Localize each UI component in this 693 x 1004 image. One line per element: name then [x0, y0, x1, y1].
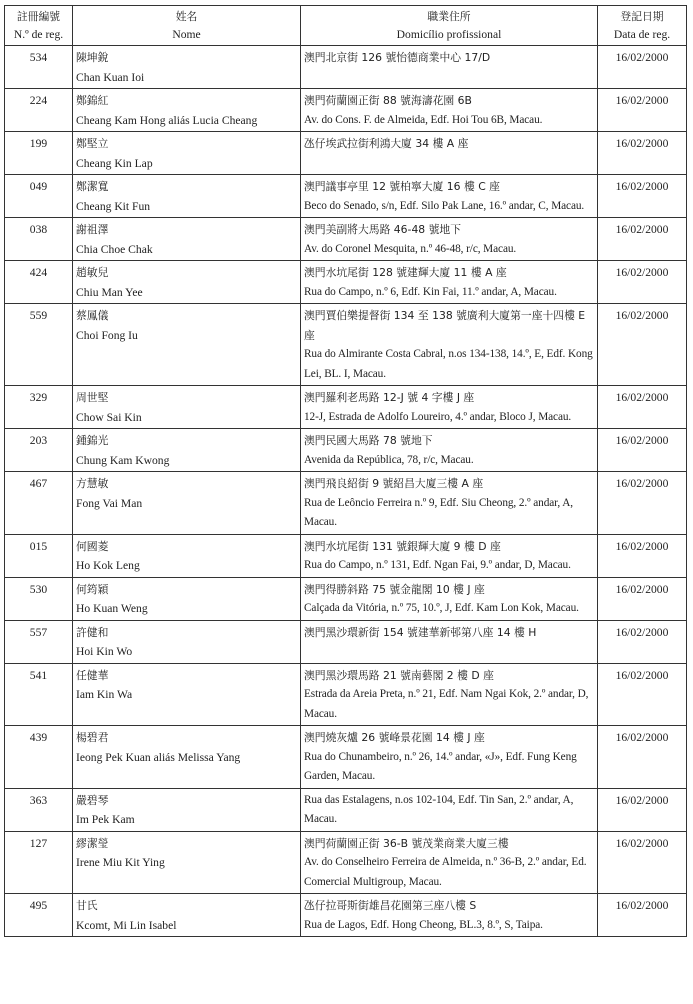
address-cell [301, 218, 598, 261]
name-portuguese: Ieong Pek Kuan aliás Melissa Yang [76, 750, 241, 764]
person-name-cell [73, 304, 301, 386]
address-chinese: 澳門水坑尾街 131 號銀輝大廈 9 樓 D 座 [304, 539, 501, 553]
address-chinese: 澳門得勝斜路 75 號金龍閣 10 樓 J 座 [304, 582, 485, 596]
header-address-pt: Domicílio profissional [396, 28, 502, 41]
address-cell [301, 429, 598, 472]
name-portuguese: Chow Sai Kin [76, 410, 142, 424]
address-cell [301, 831, 598, 894]
table-row [5, 831, 687, 894]
person-name-cell [73, 620, 301, 663]
name-portuguese: Choi Fong Iu [76, 328, 138, 342]
table-row [5, 261, 687, 304]
address-chinese: 澳門燒灰爐 26 號峰景花園 14 樓 J 座 [304, 731, 485, 744]
name-portuguese: Chiu Man Yee [76, 285, 143, 299]
registration-number: 049 [5, 175, 73, 218]
registration-date: 16/02/2000 [598, 663, 687, 726]
table-row [5, 46, 687, 89]
address-portuguese: Rua do Chunambeiro, n.º 26, 14.º andar, «J», Edf. Fung Keng Garden, Macau. [304, 750, 577, 782]
table-row [5, 534, 687, 577]
registration-date: 16/02/2000 [598, 429, 687, 472]
address-cell [301, 620, 598, 663]
address-portuguese: Av. do Conselheiro Ferreira de Almeida, n.º 36-B, 2.º andar, Ed. Comercial Multigroup, Macau. [304, 856, 587, 888]
name-chinese: 方慧敏 [76, 477, 109, 490]
address-cell [301, 386, 598, 429]
address-chinese: 氹仔拉哥斯街雄昌花園第三座八樓 S [304, 899, 477, 912]
address-portuguese: Estrada da Areia Preta, n.º 21, Edf. Nam Ngai Kok, 2.º andar, D, Macau. [304, 688, 589, 720]
address-portuguese: Avenida da República, 78, r/c, Macau. [304, 453, 474, 466]
person-name-cell [73, 429, 301, 472]
address-cell [301, 304, 598, 386]
registration-number: 534 [5, 46, 73, 89]
address-portuguese: Rua das Estalagens, n.os 102-104, Edf. Tin San, 2.º andar, A, Macau. [304, 793, 574, 825]
registration-date: 16/02/2000 [598, 89, 687, 132]
address-portuguese: Av. do Cons. F. de Almeida, Edf. Hoi Tou 6B, Macau. [304, 113, 543, 126]
address-chinese: 澳門黑沙環新街 154 號建華新邨第八座 14 樓 H [304, 625, 537, 639]
address-portuguese: Rua do Campo, n.º 131, Edf. Ngan Fai, 9.º andar, D, Macau. [304, 559, 571, 571]
registration-date: 16/02/2000 [598, 894, 687, 937]
header-regno [5, 6, 73, 46]
header-date [598, 6, 687, 46]
address-portuguese: 12-J, Estrada de Adolfo Loureiro, 4.º andar, Bloco J, Macau. [304, 410, 572, 423]
header-date-zh: 登記日期 [620, 10, 664, 23]
table-header [5, 6, 687, 46]
name-chinese: 鄭堅立 [76, 137, 109, 150]
registration-number: 557 [5, 620, 73, 663]
name-chinese: 何國菱 [76, 539, 109, 553]
address-portuguese: Rua de Lagos, Edf. Hong Cheong, BL.3, 8.º, S, Taipa. [304, 918, 543, 931]
address-chinese: 澳門賈伯樂提督街 134 至 138 號廣利大廈第一座十四樓 E 座 [304, 309, 586, 342]
registration-date: 16/02/2000 [598, 386, 687, 429]
table-row [5, 132, 687, 175]
header-address-zh: 職業住所 [427, 10, 471, 23]
registry-page [4, 5, 686, 937]
header-regno-pt: N.º de reg. [13, 28, 64, 41]
person-name-cell [73, 534, 301, 577]
header-date-pt: Data de reg. [613, 28, 671, 41]
address-cell [301, 726, 598, 789]
name-chinese: 趙敏兒 [76, 266, 109, 279]
registration-date: 16/02/2000 [598, 304, 687, 386]
registration-date: 16/02/2000 [598, 726, 687, 789]
header-address [301, 6, 598, 46]
address-cell [301, 788, 598, 831]
name-chinese: 楊碧君 [76, 731, 109, 744]
person-name-cell [73, 472, 301, 535]
name-portuguese: Iam Kin Wa [76, 688, 133, 701]
registration-number: 530 [5, 577, 73, 620]
address-portuguese: Av. do Coronel Mesquita, n.º 46-48, r/c, Macau. [304, 242, 517, 255]
header-regno-zh: 註冊編號 [16, 10, 61, 23]
address-chinese: 澳門荷蘭園正街 36-B 號茂業商業大廈三樓 [304, 836, 509, 850]
registration-number: 467 [5, 472, 73, 535]
address-chinese: 澳門美副將大馬路 46-48 號地下 [304, 223, 462, 236]
table-row [5, 175, 687, 218]
address-chinese: 澳門荷蘭園正街 88 號海濤花園 6B [304, 94, 472, 107]
address-cell [301, 46, 598, 89]
address-cell [301, 894, 598, 937]
registration-number: 363 [5, 788, 73, 831]
name-portuguese: Chung Kam Kwong [76, 453, 170, 467]
header-name-zh: 姓名 [175, 10, 198, 23]
table-row [5, 663, 687, 726]
name-portuguese: Irene Miu Kit Ying [76, 856, 165, 869]
person-name-cell [73, 89, 301, 132]
table-row [5, 620, 687, 663]
address-chinese: 澳門北京街 126 號怡德商業中心 17/D [304, 51, 491, 64]
registration-date: 16/02/2000 [598, 620, 687, 663]
registration-date: 16/02/2000 [598, 534, 687, 577]
name-chinese: 繆潔瑩 [76, 836, 109, 850]
table-row [5, 304, 687, 386]
address-portuguese: Beco do Senado, s/n, Edf. Silo Pak Lane, 16.º andar, C, Macau. [304, 199, 585, 212]
name-chinese: 蔡鳳儀 [76, 309, 109, 322]
name-portuguese: Cheang Kin Lap [76, 156, 153, 170]
registration-number: 495 [5, 894, 73, 937]
person-name-cell [73, 132, 301, 175]
address-portuguese: Rua do Almirante Costa Cabral, n.os 134-138, 14.º, E, Edf. Kong Lei, BL. I, Macau. [304, 348, 593, 380]
name-portuguese: Fong Vai Man [76, 496, 143, 510]
person-name-cell [73, 577, 301, 620]
address-portuguese: Rua de Leôncio Ferreira n.º 9, Edf. Siu Cheong, 2.º andar, A, Macau. [304, 496, 574, 528]
table-row [5, 386, 687, 429]
registration-number: 203 [5, 429, 73, 472]
person-name-cell [73, 894, 301, 937]
address-portuguese: Calçada da Vitória, n.º 75, 10.º, J, Edf. Kam Lon Kok, Macau. [304, 602, 579, 614]
registration-date: 16/02/2000 [598, 261, 687, 304]
registration-number: 424 [5, 261, 73, 304]
address-cell [301, 132, 598, 175]
table-row [5, 788, 687, 831]
name-portuguese: Cheang Kit Fun [76, 199, 151, 213]
address-chinese: 氹仔埃武拉街利鴻大廈 34 樓 A 座 [304, 137, 469, 150]
name-chinese: 謝祖澤 [76, 223, 109, 236]
name-chinese: 鍾錦光 [76, 434, 109, 447]
address-cell [301, 175, 598, 218]
address-chinese: 澳門議事亭里 12 號柏寧大廈 16 樓 C 座 [304, 180, 500, 193]
registration-date: 16/02/2000 [598, 46, 687, 89]
person-name-cell [73, 726, 301, 789]
table-row [5, 577, 687, 620]
name-portuguese: Ho Kok Leng [76, 559, 140, 572]
header-name [73, 6, 301, 46]
address-chinese: 澳門飛良紹街 9 號紹昌大廈三樓 A 座 [304, 477, 484, 490]
name-portuguese: Cheang Kam Hong aliás Lucia Cheang [76, 113, 258, 127]
registration-date: 16/02/2000 [598, 831, 687, 894]
registration-date: 16/02/2000 [598, 132, 687, 175]
name-chinese: 任健華 [76, 668, 109, 682]
table-row [5, 472, 687, 535]
registration-number: 127 [5, 831, 73, 894]
registration-number: 038 [5, 218, 73, 261]
registration-number: 541 [5, 663, 73, 726]
person-name-cell [73, 175, 301, 218]
name-chinese: 許健和 [76, 625, 109, 639]
name-portuguese: Ho Kuan Weng [76, 602, 148, 615]
person-name-cell [73, 663, 301, 726]
address-chinese: 澳門羅利老馬路 12-J 號 4 字樓 J 座 [304, 391, 475, 404]
registration-number: 199 [5, 132, 73, 175]
name-chinese: 陳坤銳 [76, 51, 109, 64]
person-name-cell [73, 788, 301, 831]
table-row [5, 726, 687, 789]
registration-date: 16/02/2000 [598, 218, 687, 261]
table-row [5, 894, 687, 937]
address-cell [301, 261, 598, 304]
registration-date: 16/02/2000 [598, 175, 687, 218]
name-chinese: 嚴碧琴 [76, 793, 109, 807]
address-cell [301, 89, 598, 132]
name-chinese: 何筠穎 [76, 582, 109, 596]
name-portuguese: Chia Choe Chak [76, 242, 153, 256]
address-portuguese: Rua do Campo, n.º 6, Edf. Kin Fai, 11.º andar, A, Macau. [304, 285, 557, 298]
address-cell [301, 577, 598, 620]
registration-number: 439 [5, 726, 73, 789]
name-chinese: 鄭潔寬 [76, 180, 109, 193]
name-portuguese: Im Pek Kam [76, 813, 135, 826]
name-portuguese: Hoi Kin Wo [76, 645, 133, 658]
address-cell [301, 534, 598, 577]
registration-date: 16/02/2000 [598, 472, 687, 535]
person-name-cell [73, 261, 301, 304]
person-name-cell [73, 46, 301, 89]
address-chinese: 澳門水坑尾街 128 號建輝大廈 11 樓 A 座 [304, 266, 507, 279]
registry-table [4, 5, 687, 937]
name-chinese: 鄭錦紅 [76, 94, 109, 107]
registration-number: 559 [5, 304, 73, 386]
table-row [5, 218, 687, 261]
registration-date: 16/02/2000 [598, 788, 687, 831]
registration-number: 224 [5, 89, 73, 132]
name-portuguese: Chan Kuan Ioi [76, 70, 145, 84]
registration-number: 015 [5, 534, 73, 577]
address-chinese: 澳門黑沙環馬路 21 號南藝閣 2 樓 D 座 [304, 668, 494, 682]
table-row [5, 429, 687, 472]
registration-number: 329 [5, 386, 73, 429]
address-cell [301, 663, 598, 726]
table-row [5, 89, 687, 132]
name-chinese: 周世堅 [76, 391, 109, 404]
header-name-pt: Nome [172, 28, 201, 41]
person-name-cell [73, 218, 301, 261]
registration-date: 16/02/2000 [598, 577, 687, 620]
address-chinese: 澳門民國大馬路 78 號地下 [304, 434, 433, 447]
person-name-cell [73, 386, 301, 429]
name-chinese: 甘氏 [76, 899, 98, 912]
address-cell [301, 472, 598, 535]
name-portuguese: Kcomt, Mi Lin Isabel [76, 918, 177, 932]
person-name-cell [73, 831, 301, 894]
